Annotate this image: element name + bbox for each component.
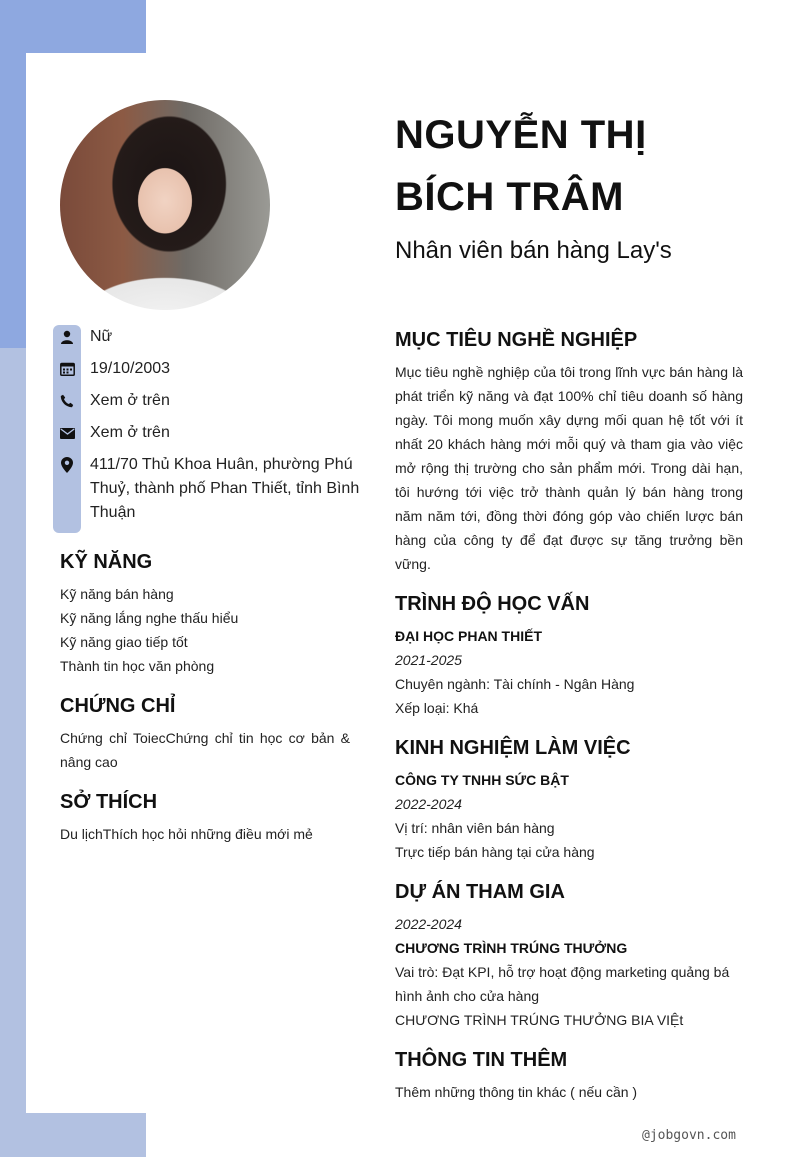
birthday-value: 19/10/2003 xyxy=(90,360,171,377)
objective-section xyxy=(395,326,743,576)
hobbies-text: Du lịchThích học hỏi những điều mới mẻ xyxy=(60,826,313,842)
certificates-section xyxy=(60,692,350,774)
address-value: 411/70 Thủ Khoa Huân, phường Phú Thuỷ, thành phố Phan Thiết, tỉnh Bình Thuận xyxy=(90,456,360,521)
footer-watermark: @jobgovn.com xyxy=(642,1128,736,1143)
phone-value[interactable]: Xem ở trên xyxy=(90,392,170,409)
education-period: 2021-2025 xyxy=(395,652,462,668)
profile-photo xyxy=(60,100,270,310)
contact-gender xyxy=(53,325,363,349)
email-value[interactable]: Xem ở trên xyxy=(90,424,170,441)
project-role: Vai trò: Đạt KPI, hỗ trợ hoạt động marketing quảng bá hình ảnh cho cửa hàng xyxy=(395,964,730,1004)
education-grade: Xếp loại: Khá xyxy=(395,700,479,716)
location-icon xyxy=(53,453,81,477)
project-period: 2022-2024 xyxy=(395,916,462,932)
skill-item: Kỹ năng lắng nghe thấu hiểu xyxy=(60,610,239,626)
experience-detail: Trực tiếp bán hàng tại cửa hàng xyxy=(395,844,595,860)
hobbies-section xyxy=(60,788,350,846)
project-detail: CHƯƠNG TRÌNH TRÚNG THƯỞNG BIA VIỆt xyxy=(395,1012,684,1028)
additional-title: THÔNG TIN THÊM xyxy=(395,1049,568,1071)
certificates-title: CHỨNG CHỈ xyxy=(60,695,176,717)
projects-section xyxy=(395,878,743,1032)
gender-value: Nữ xyxy=(90,328,113,345)
full-name-line2: BÍCH TRÂM xyxy=(395,175,624,219)
contact-birthday xyxy=(53,357,363,381)
right-column xyxy=(395,326,743,1118)
education-section xyxy=(395,590,743,720)
additional-section xyxy=(395,1046,743,1104)
user-icon xyxy=(53,325,81,349)
contact-email xyxy=(53,421,363,445)
contact-info xyxy=(53,325,363,533)
experience-position: Vị trí: nhân viên bán hàng xyxy=(395,820,555,836)
experience-period: 2022-2024 xyxy=(395,796,462,812)
skills-title: KỸ NĂNG xyxy=(60,551,153,573)
education-major: Chuyên ngành: Tài chính - Ngân Hàng xyxy=(395,676,635,692)
header xyxy=(395,104,755,268)
company-name: CÔNG TY TNHH SỨC BẬT xyxy=(395,772,569,788)
left-column xyxy=(60,548,350,860)
contact-address xyxy=(53,453,363,525)
contact-phone xyxy=(53,389,363,413)
experience-title: KINH NGHIỆM LÀM VIỆC xyxy=(395,737,631,759)
skill-item: Kỹ năng bán hàng xyxy=(60,586,174,602)
projects-title: DỰ ÁN THAM GIA xyxy=(395,881,565,903)
experience-section xyxy=(395,734,743,864)
skill-item: Thành tin học văn phòng xyxy=(60,658,215,674)
school-name: ĐẠI HỌC PHAN THIẾT xyxy=(395,628,542,644)
job-title: Nhân viên bán hàng Lay's xyxy=(395,237,672,264)
hobbies-title: SỞ THÍCH xyxy=(60,791,158,813)
phone-icon xyxy=(53,389,81,413)
calendar-icon xyxy=(53,357,81,381)
project-name: CHƯƠNG TRÌNH TRÚNG THƯỞNG xyxy=(395,940,628,956)
certificates-text: Chứng chỉ ToiecChứng chỉ tin học cơ bản & nâng cao xyxy=(60,730,350,770)
skill-item: Kỹ năng giao tiếp tốt xyxy=(60,634,188,650)
objective-title: MỤC TIÊU NGHỀ NGHIỆP xyxy=(395,329,638,351)
objective-text: Mục tiêu nghề nghiệp của tôi trong lĩnh vực bán hàng là phát triển kỹ năng và đạt 100% chỉ tiêu doanh số hàng ngày. Tôi mong muốn xây dựng mối quan hệ tốt với ít nhất 20 khách hàng mới mỗi quý và tham gia vào việc mở rộng thị trường cho sản phẩm mới. Trong dài hạn, tôi hướng tới việc trở thành quản lý bán hàng trong năm năm tới, đồng thời đóng góp vào chiến lược bán hàng của công ty để đạt được sự tăng trưởng bền vững. xyxy=(395,364,743,572)
full-name xyxy=(395,104,755,228)
mail-icon xyxy=(53,421,81,445)
skills-section xyxy=(60,548,350,678)
full-name-line1: NGUYỄN THỊ xyxy=(395,113,647,157)
education-title: TRÌNH ĐỘ HỌC VẤN xyxy=(395,593,590,615)
additional-text: Thêm những thông tin khác ( nếu cần ) xyxy=(395,1084,638,1100)
